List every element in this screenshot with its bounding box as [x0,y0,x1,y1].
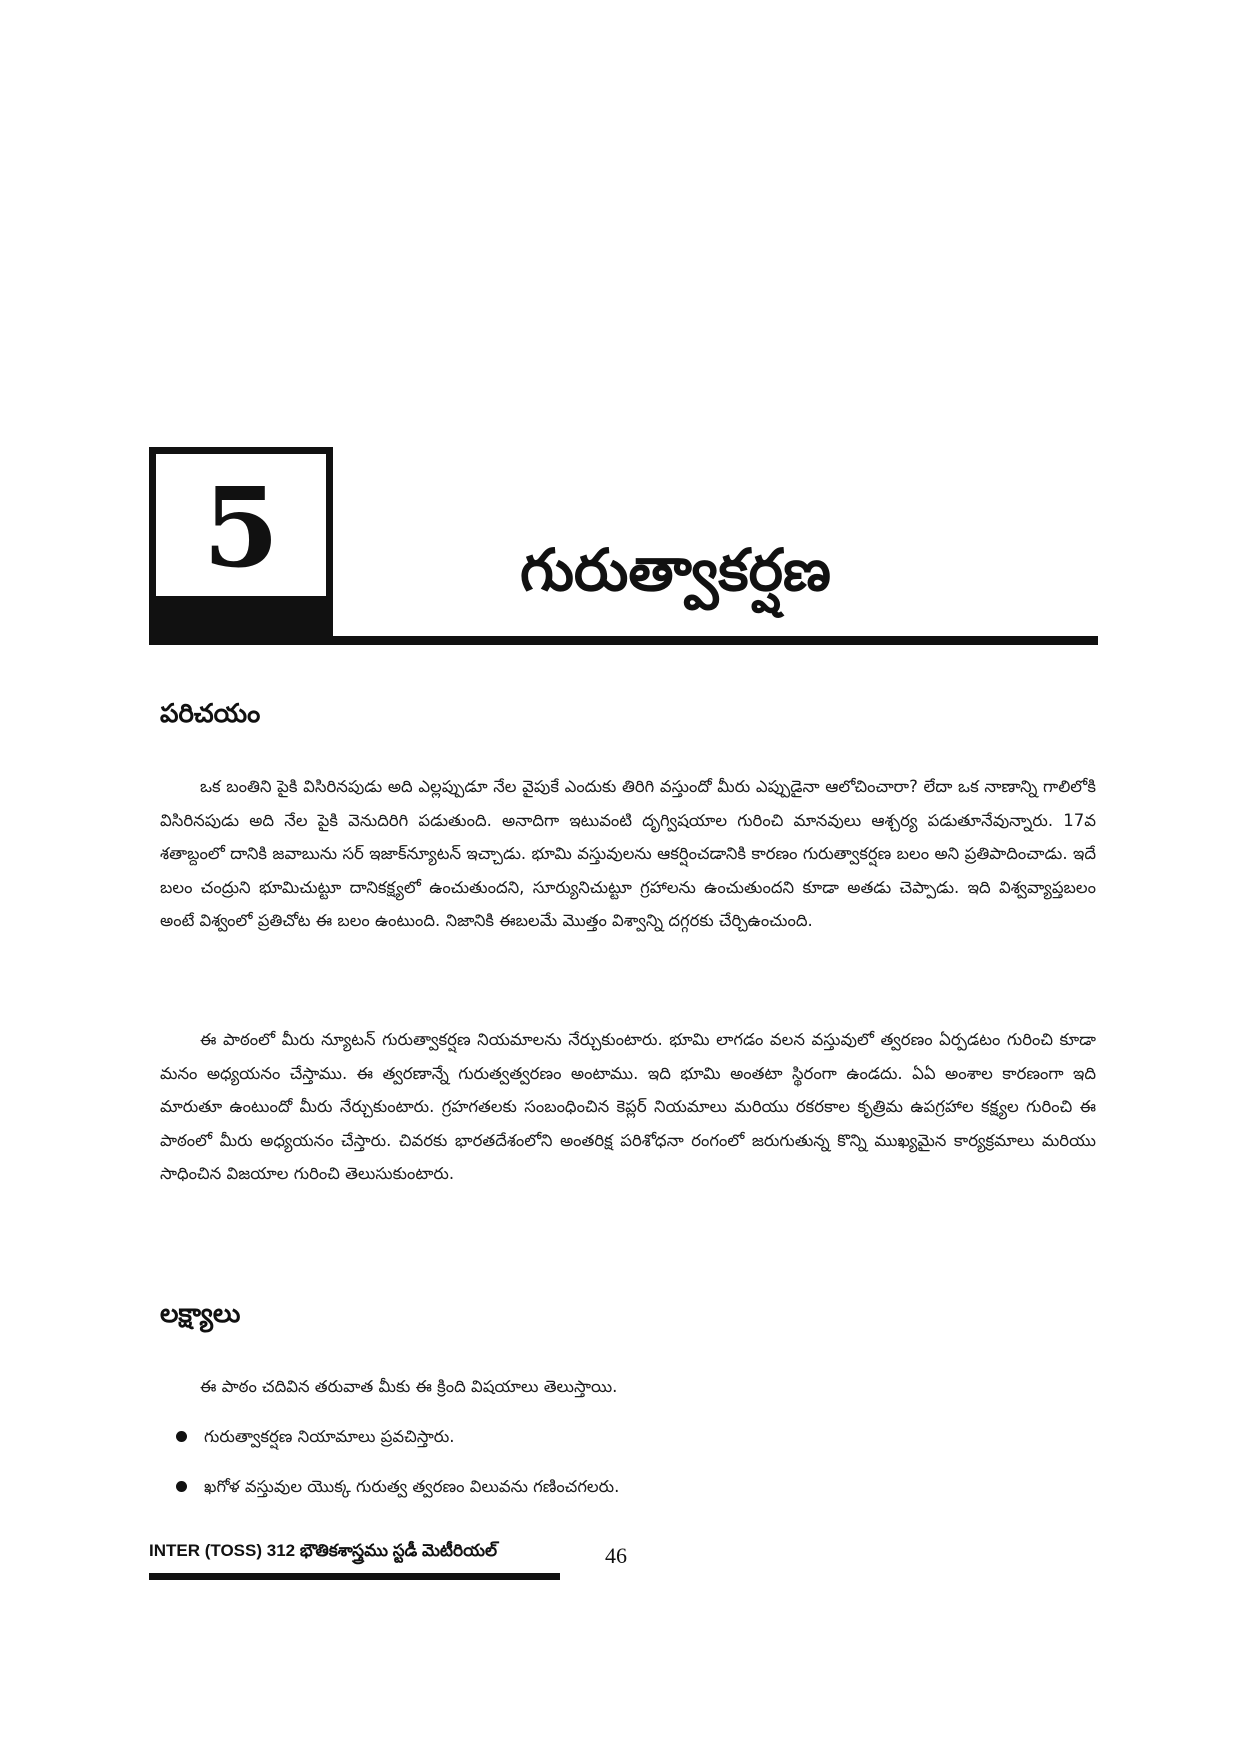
chapter-title: గురుత్వాకర్షణ [520,536,831,604]
objectives-heading: లక్ష్యాలు [160,1299,241,1329]
chapter-number: 5 [202,463,280,592]
objective-text: ఖగోళ వస్తువుల యొక్క గురుత్వ త్వరణం విలువను గణించగలరు. [204,1477,620,1496]
objectives-intro: ఈ పాఠం చదివిన తరువాత మీకు ఈ క్రింది విషయాలు తెలుస్తాయి. [200,1377,618,1396]
list-item [176,1470,1096,1520]
chapter-title-rule [149,636,1098,645]
introduction-heading: పరిచయం [160,699,261,729]
introduction-paragraph-1: ఒక బంతిని పైకి విసిరినపుడు అది ఎల్లప్పుడూ నేల వైపుకే ఎందుకు తిరిగి వస్తుందో మీరు ఎప్పుడైనా ఆలోచించారా? లేదా ఒక నాణాన్ని గాలిలోకి విసిరినపుడు అది నేల పైకి వెనుదిరిగి పడుతుంది. అనాదిగా ఇటువంటి దృగ్విషయాల గురించి మానవులు ఆశ్చర్య పడుతూనేవున్నారు. 17వ శతాబ్దంలో దానికి జవాబును సర్ ఇజాక్‌న్యూటన్ ఇచ్చాడు. భూమి వస్తువులను ఆకర్షించడానికి కారణం గురుత్వాకర్షణ బలం అని ప్రతిపాదించాడు. ఇదే బలం చంద్రుని భూమిచుట్టూ దానికక్ష్యలో ఉంచుతుందని, సూర్యునిచుట్టూ గ్రహాలను ఉంచుతుందని కూడా అతడు చెప్పాడు. ఇది విశ్వవ్యాప్తబలం అంటే విశ్వంలో ప్రతిచోట ఈ బలం ఉంటుంది. నిజానికి ఈబలమే మొత్తం విశ్వాన్ని దగ్గరకు చేర్చిఉంచుంది. [160,777,1096,931]
objective-text: గురుత్వాకర్షణ నియామాలు ప్రవచిస్తారు. [204,1427,455,1446]
footer-rule [149,1573,560,1580]
bullet-icon [176,1481,187,1492]
page-number: 46 [605,1543,627,1568]
list-item [176,1420,1096,1470]
objectives-list [176,1420,1096,1520]
chapter-number-box [149,447,333,644]
bullet-icon [176,1431,187,1442]
footer-label: INTER (TOSS) 312 భౌతికశాస్త్రము స్టడీ మెటీరియల్ [149,1541,498,1560]
introduction-paragraph-2: ఈ పాఠంలో మీరు న్యూటన్ గురుత్వాకర్షణ నియమాలను నేర్చుకుంటారు. భూమి లాగడం వలన వస్తువులో త్వరణం ఏర్పడటం గురించి కూడా మనం అధ్యయనం చేస్తాము. ఈ త్వరణాన్నే గురుత్వత్వరణం అంటాము. ఇది భూమి అంతటా స్థిరంగా ఉండదు. ఏఏ అంశాల కారణంగా ఇది మారుతూ ఉంటుందో మీరు నేర్చుకుంటారు. గ్రహగతలకు సంబంధించిన కెప్లర్ నియమాలు మరియు రకరకాల కృత్రిమ ఉపగ్రహాల కక్ష్యల గురించి ఈ పాఠంలో మీరు అధ్యయనం చేస్తారు. చివరకు భారతదేశంలోని అంతరిక్ష పరిశోధనా రంగంలో జరుగుతున్న కొన్ని ముఖ్యమైన కార్యక్రమాలు మరియు సాధించిన విజయాల గురించి తెలుసుకుంటారు. [160,1030,1096,1184]
